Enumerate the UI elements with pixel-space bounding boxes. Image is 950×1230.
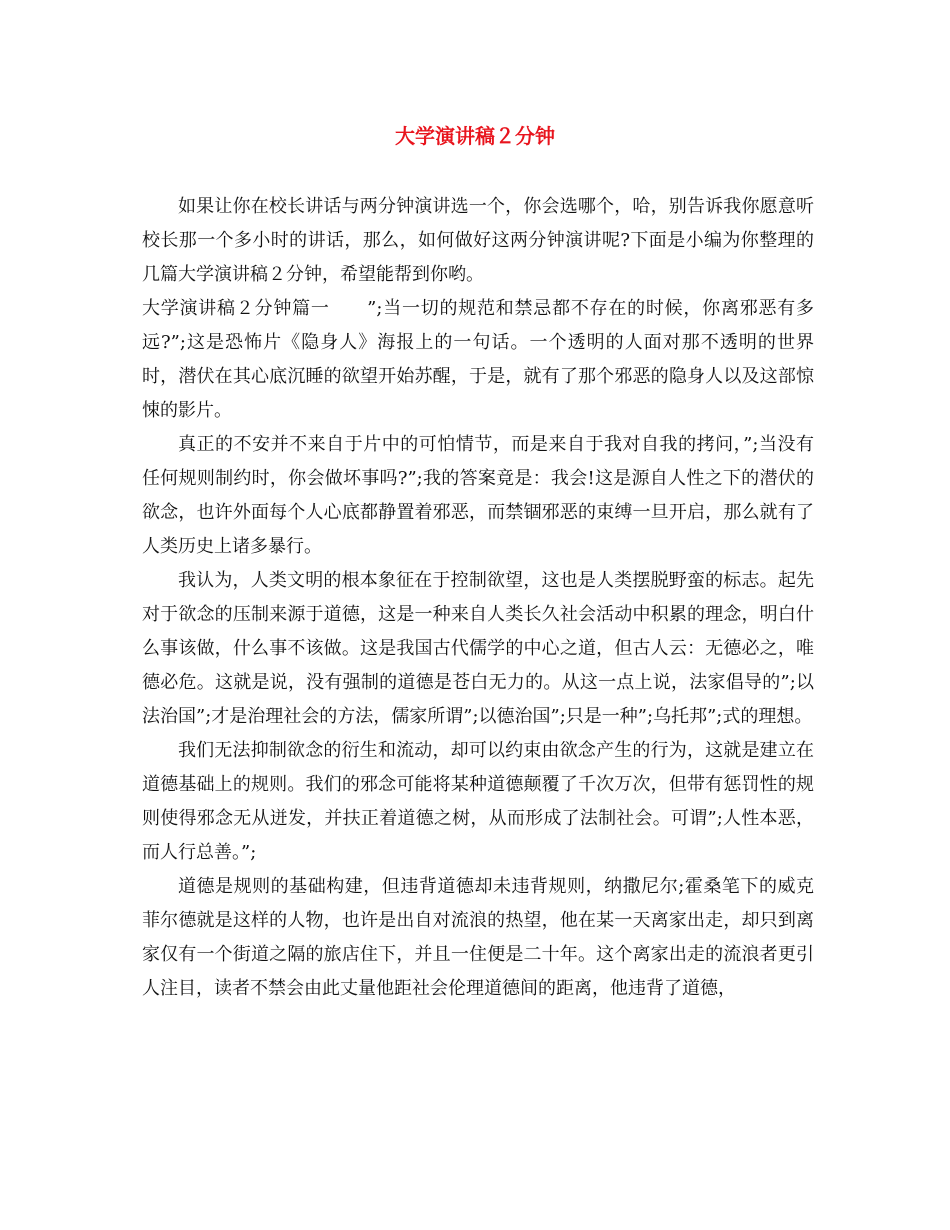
paragraph-part-one: 大学演讲稿２分钟篇一 ”;当一切的规范和禁忌都不存在的时候，你离邪恶有多远?”;这是恐怖片《隐身人》海报上的一句话。一个透明的人面对那不透明的世界时，潜伏在其心底沉睡的欲望开始苏醒，于是，就有了那个邪恶的隐身人以及这部惊悚的影片。 <box>142 298 814 421</box>
paragraph-morality: 道德是规则的基础构建，但违背道德却未违背规则，纳撒尼尔;霍桑笔下的威克菲尔德就是这样的人物，也许是出自对流浪的热望，他在某一天离家出走，却只到离家仅有一个街道之隔的旅店住下，并且一住便是二十年。这个离家出走的流浪者更引人注目，读者不禁会由此丈量他距社会伦理道德间的距离，他违背了道德， <box>142 876 814 999</box>
document-title: 大学演讲稿２分钟 <box>395 124 555 148</box>
paragraph-unease: 真正的不安并不来自于片中的可怕情节，而是来自于我对自我的拷问，”;当没有任何规则制约时，你会做坏事吗?”;我的答案竟是：我会!这是源自人性之下的潜伏的欲念，也许外面每个人心底都静置着邪恶，而禁锢邪恶的束缚一旦开启，那么就有了人类历史上诸多暴行。 <box>142 434 814 557</box>
paragraph-rules: 我们无法抑制欲念的衍生和流动，却可以约束由欲念产生的行为，这就是建立在道德基础上的规则。我们的邪念可能将某种道德颠覆了千次万次，但带有惩罚性的规则使得邪念无从迸发，并扶正着道德之树，从而形成了法制社会。可谓”;人性本恶，而人行总善。”; <box>142 740 814 863</box>
document-body <box>142 190 814 1006</box>
paragraph-civilization: 我认为，人类文明的根本象征在于控制欲望，这也是人类摆脱野蛮的标志。起先对于欲念的压制来源于道德，这是一种来自人类长久社会活动中积累的理念，明白什么事该做，什么事不该做。这是我国古代儒学的中心之道，但古人云：无德必之，唯德必危。这就是说，没有强制的道德是苍白无力的。从这一点上说，法家倡导的”;以法治国”;才是治理社会的方法，儒家所谓”;以德治国”;只是一种”;乌托邦”;式的理想。 <box>142 570 814 727</box>
paragraph-intro: 如果让你在校长讲话与两分钟演讲选一个，你会选哪个，哈，别告诉我你愿意听校长那一个多小时的讲话，那么，如何做好这两分钟演讲呢?下面是小编为你整理的几篇大学演讲稿２分钟，希望能帮到你哟。 <box>142 196 814 285</box>
